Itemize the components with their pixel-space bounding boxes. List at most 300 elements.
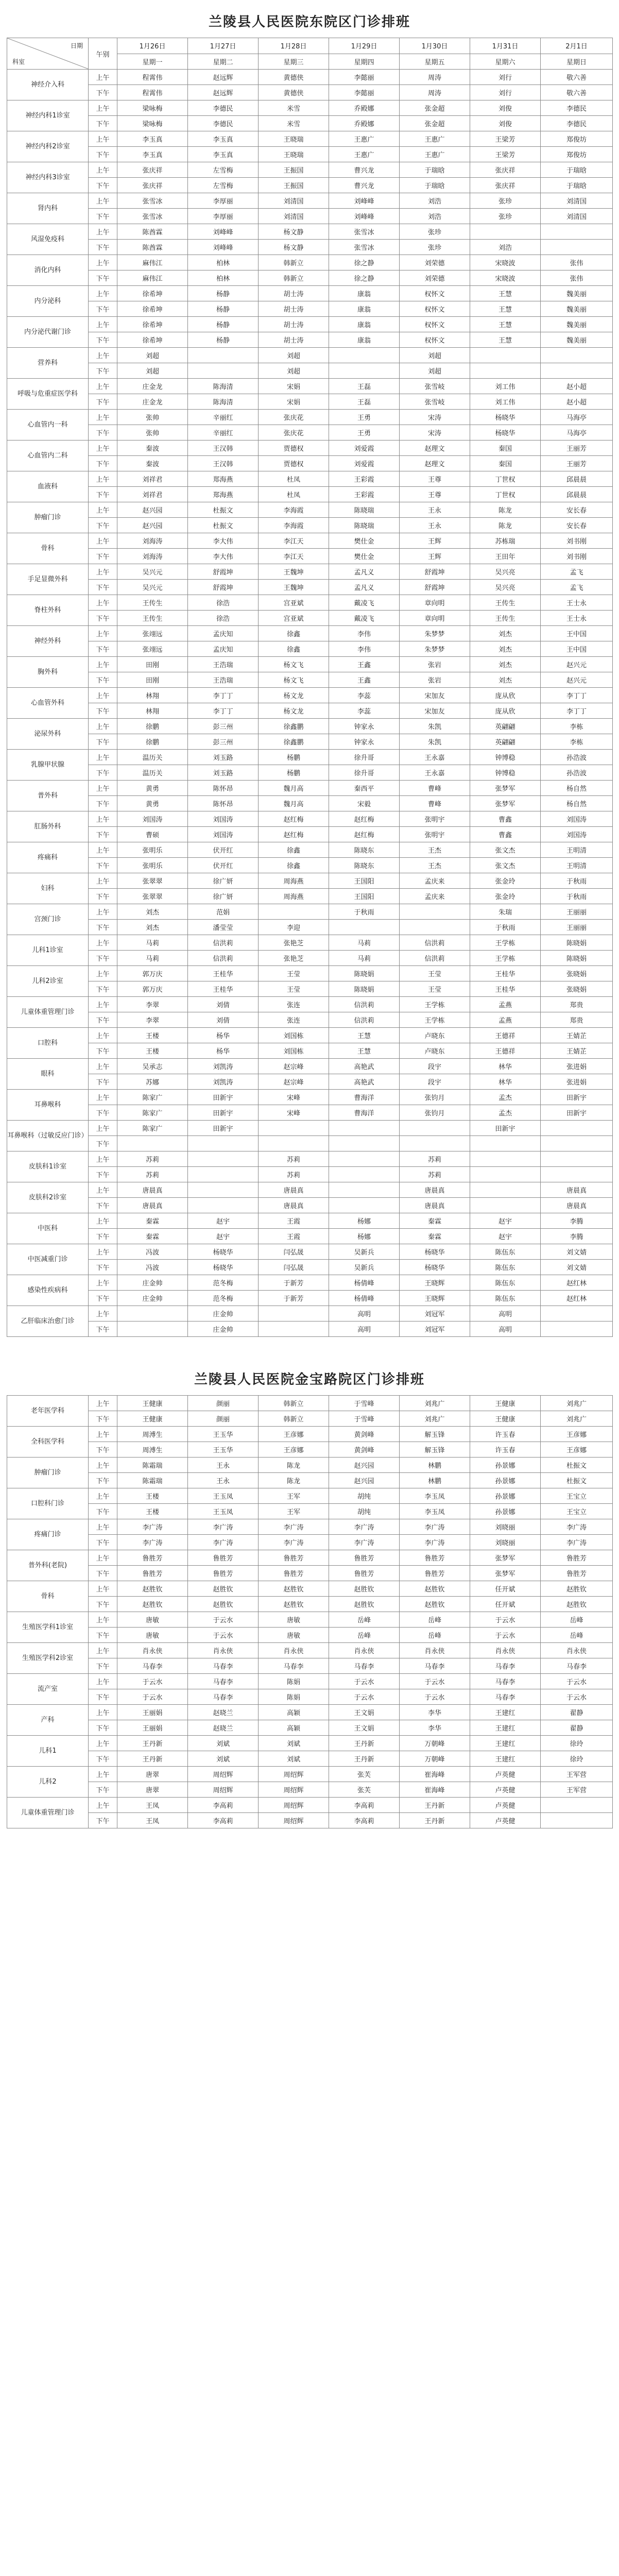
- doctor-cell: 权怀文: [400, 301, 470, 317]
- doctor-cell: 韩新立: [259, 1396, 329, 1411]
- period-cell: 上午: [89, 317, 117, 332]
- table-row: [7, 1028, 613, 1043]
- table-row: [7, 471, 613, 487]
- doctor-cell: 魏月高: [259, 796, 329, 811]
- doctor-cell: 王汉韩: [188, 456, 259, 471]
- doctor-cell: 赵宇: [188, 1213, 259, 1229]
- doctor-cell: 刘清国: [259, 209, 329, 224]
- doctor-cell: 李海霞: [259, 518, 329, 533]
- doctor-cell: 张珍: [470, 209, 541, 224]
- doctor-cell: 王婧芷: [541, 1028, 613, 1043]
- department-name: 内分泌代谢门诊: [7, 317, 89, 348]
- table-row: [7, 518, 613, 533]
- period-cell: 上午: [89, 1643, 117, 1658]
- table-row: [7, 1260, 613, 1275]
- doctor-cell: 杨娜: [329, 1213, 400, 1229]
- doctor-cell: 温历关: [117, 765, 188, 781]
- table-row: [7, 1519, 613, 1535]
- period-cell: 上午: [89, 873, 117, 889]
- doctor-cell: 吴兴亮: [470, 580, 541, 595]
- period-cell: 下午: [89, 672, 117, 688]
- doctor-cell: 赵胜钦: [188, 1581, 259, 1597]
- doctor-cell: 田新宇: [470, 1121, 541, 1136]
- doctor-cell: 唐晨真: [400, 1198, 470, 1213]
- doctor-cell: 李广涛: [400, 1535, 470, 1550]
- doctor-cell: 王明清: [541, 858, 613, 873]
- doctor-cell: 王永: [400, 518, 470, 533]
- period-cell: 下午: [89, 394, 117, 410]
- doctor-cell: 邱晨晨: [541, 487, 613, 502]
- doctor-cell: 张金玲: [470, 873, 541, 889]
- doctor-cell: 杨文龙: [259, 703, 329, 719]
- department-name: 脊柱外科: [7, 595, 89, 626]
- doctor-cell: 李丁丁: [541, 688, 613, 703]
- doctor-cell: 刘清国: [541, 193, 613, 209]
- doctor-cell: 王莹: [400, 981, 470, 997]
- doctor-cell: 康翁: [329, 317, 400, 332]
- doctor-cell: 高明: [470, 1321, 541, 1337]
- doctor-cell: 王传生: [470, 595, 541, 611]
- doctor-cell: [188, 1167, 259, 1182]
- doctor-cell: 苏莉: [400, 1167, 470, 1182]
- doctor-cell: 孟庆知: [188, 641, 259, 657]
- doctor-cell: 孟燕: [470, 997, 541, 1012]
- doctor-cell: 岳峰: [541, 1628, 613, 1643]
- doctor-cell: 唐晨真: [117, 1182, 188, 1198]
- period-cell: 上午: [89, 1121, 117, 1136]
- doctor-cell: 孙景娜: [470, 1488, 541, 1504]
- doctor-cell: 刘国涛: [188, 827, 259, 842]
- doctor-cell: 赵晓兰: [188, 1720, 259, 1736]
- doctor-cell: 张艳芝: [259, 935, 329, 951]
- doctor-cell: 于云水: [329, 1689, 400, 1705]
- doctor-cell: [541, 240, 613, 255]
- doctor-cell: 李腾: [541, 1213, 613, 1229]
- doctor-cell: 马春李: [117, 1658, 188, 1674]
- doctor-cell: 赵胜钦: [188, 1597, 259, 1612]
- doctor-cell: 刘凯涛: [188, 1059, 259, 1074]
- doctor-cell: 信洪莉: [400, 935, 470, 951]
- table-row: [7, 1442, 613, 1458]
- doctor-cell: 王惠广: [329, 131, 400, 147]
- period-cell: 上午: [89, 781, 117, 796]
- doctor-cell: 张钧月: [400, 1090, 470, 1105]
- period-cell: 上午: [89, 1059, 117, 1074]
- doctor-cell: 杨晓华: [400, 1260, 470, 1275]
- doctor-cell: 曹峰: [400, 796, 470, 811]
- table-row: [7, 1229, 613, 1244]
- doctor-cell: 李蕊: [329, 703, 400, 719]
- table-row: [7, 966, 613, 981]
- doctor-cell: 徐鑫: [259, 641, 329, 657]
- period-cell: 下午: [89, 301, 117, 317]
- doctor-cell: 田新宇: [188, 1090, 259, 1105]
- table-row: [7, 317, 613, 332]
- doctor-cell: 刘工伟: [470, 379, 541, 394]
- doctor-cell: 唐晨真: [541, 1182, 613, 1198]
- doctor-cell: 高明: [329, 1306, 400, 1321]
- doctor-cell: 刘工伟: [470, 394, 541, 410]
- doctor-cell: 赵宇: [188, 1229, 259, 1244]
- doctor-cell: 马春李: [188, 1674, 259, 1689]
- table-row: [7, 580, 613, 595]
- table-row: [7, 379, 613, 394]
- table-row: [7, 533, 613, 549]
- doctor-cell: 王健康: [117, 1396, 188, 1411]
- table-row: [7, 1458, 613, 1473]
- doctor-cell: 戴凌飞: [329, 611, 400, 626]
- period-cell: 上午: [89, 966, 117, 981]
- period-cell: 下午: [89, 1043, 117, 1059]
- doctor-cell: 高颖: [259, 1720, 329, 1736]
- doctor-cell: 张进娟: [541, 1059, 613, 1074]
- doctor-cell: 王浩瑞: [188, 672, 259, 688]
- table-row: [7, 1427, 613, 1442]
- table-row: [7, 456, 613, 471]
- doctor-cell: [541, 1121, 613, 1136]
- doctor-cell: 周绍辉: [259, 1798, 329, 1813]
- period-cell: 上午: [89, 440, 117, 456]
- table-row: [7, 147, 613, 162]
- doctor-cell: 李广涛: [117, 1519, 188, 1535]
- doctor-cell: 刘行: [470, 70, 541, 85]
- doctor-cell: 安长春: [541, 518, 613, 533]
- doctor-cell: 王玉凤: [188, 1504, 259, 1519]
- doctor-cell: 赵胜钦: [117, 1581, 188, 1597]
- doctor-cell: 庄金龙: [117, 379, 188, 394]
- doctor-cell: 刘荣德: [400, 255, 470, 270]
- doctor-cell: 王梁芳: [470, 131, 541, 147]
- period-cell: 上午: [89, 750, 117, 765]
- doctor-cell: 宋晓波: [470, 270, 541, 286]
- table-row: [7, 796, 613, 811]
- doctor-cell: 任开斌: [470, 1597, 541, 1612]
- doctor-cell: [188, 1198, 259, 1213]
- header-weekday: 星期五: [400, 54, 470, 70]
- doctor-cell: 陈晓瑞: [329, 518, 400, 533]
- doctor-cell: 段宇: [400, 1074, 470, 1090]
- doctor-cell: 王彩霞: [329, 471, 400, 487]
- doctor-cell: 赵兴园: [117, 502, 188, 518]
- doctor-cell: 赵红林: [541, 1275, 613, 1291]
- doctor-cell: 刘兆广: [541, 1411, 613, 1427]
- doctor-cell: 刘斌: [259, 1736, 329, 1751]
- period-cell: 下午: [89, 734, 117, 750]
- period-cell: 上午: [89, 533, 117, 549]
- period-cell: 下午: [89, 951, 117, 966]
- doctor-cell: 刘祥君: [117, 487, 188, 502]
- doctor-cell: 李广涛: [188, 1519, 259, 1535]
- doctor-cell: 张庆祥: [117, 178, 188, 193]
- doctor-cell: 李懿丽: [329, 70, 400, 85]
- doctor-cell: 王慧: [470, 301, 541, 317]
- doctor-cell: 岳峰: [541, 1612, 613, 1628]
- doctor-cell: 杜凤: [259, 471, 329, 487]
- doctor-cell: 李厚丽: [188, 209, 259, 224]
- doctor-cell: 李高莉: [329, 1798, 400, 1813]
- doctor-cell: 李德民: [541, 116, 613, 131]
- period-cell: 下午: [89, 1782, 117, 1798]
- table-row: [7, 131, 613, 147]
- doctor-cell: 陈晓娟: [329, 981, 400, 997]
- doctor-cell: [541, 1167, 613, 1182]
- doctor-cell: 庄金帅: [117, 1291, 188, 1306]
- doctor-cell: 马莉: [329, 951, 400, 966]
- period-cell: 上午: [89, 224, 117, 240]
- doctor-cell: 于云水: [400, 1674, 470, 1689]
- doctor-cell: 唐晨真: [259, 1198, 329, 1213]
- doctor-cell: 肖永侠: [470, 1643, 541, 1658]
- doctor-cell: 于云水: [117, 1674, 188, 1689]
- doctor-cell: 马春李: [329, 1658, 400, 1674]
- doctor-cell: 张雪冰: [329, 224, 400, 240]
- doctor-cell: 鲁胜芳: [259, 1566, 329, 1581]
- table-row: [7, 750, 613, 765]
- doctor-cell: 杨自然: [541, 796, 613, 811]
- period-cell: 下午: [89, 1198, 117, 1213]
- period-cell: 下午: [89, 178, 117, 193]
- period-cell: 上午: [89, 564, 117, 580]
- doctor-cell: 于秋雨: [470, 920, 541, 935]
- doctor-cell: 陈晓东: [329, 842, 400, 858]
- doctor-cell: 庄金龙: [117, 394, 188, 410]
- period-cell: 下午: [89, 1229, 117, 1244]
- doctor-cell: 张珍: [400, 240, 470, 255]
- period-cell: 下午: [89, 1321, 117, 1337]
- doctor-cell: 杨晓华: [400, 1244, 470, 1260]
- doctor-cell: 钟博稳: [470, 750, 541, 765]
- department-name: 儿科1: [7, 1736, 89, 1767]
- doctor-cell: 张雪岐: [400, 394, 470, 410]
- table-row: [7, 487, 613, 502]
- doctor-cell: 孙浩波: [541, 765, 613, 781]
- doctor-cell: 许玉春: [470, 1442, 541, 1458]
- doctor-cell: [470, 1151, 541, 1167]
- period-cell: 上午: [89, 348, 117, 363]
- doctor-cell: 万朝峰: [400, 1736, 470, 1751]
- period-cell: 上午: [89, 1427, 117, 1442]
- period-cell: 下午: [89, 1442, 117, 1458]
- doctor-cell: 苏栋瑞: [470, 533, 541, 549]
- header-date: 1月29日: [329, 38, 400, 54]
- department-name: 口腔科门诊: [7, 1488, 89, 1519]
- doctor-cell: 信洪莉: [329, 997, 400, 1012]
- table-row: [7, 858, 613, 873]
- header-date: 2月1日: [541, 38, 613, 54]
- table-row: [7, 595, 613, 611]
- doctor-cell: 王振国: [259, 178, 329, 193]
- doctor-cell: 张艳芝: [259, 951, 329, 966]
- doctor-cell: 王建红: [470, 1736, 541, 1751]
- doctor-cell: 鲁胜芳: [188, 1550, 259, 1566]
- doctor-cell: 张岩: [400, 672, 470, 688]
- doctor-cell: 刘浩: [400, 209, 470, 224]
- doctor-cell: 孟杰: [470, 1105, 541, 1121]
- doctor-cell: 卢英健: [470, 1798, 541, 1813]
- doctor-cell: 杜振文: [188, 518, 259, 533]
- doctor-cell: 秦波: [117, 456, 188, 471]
- table-row: [7, 1767, 613, 1782]
- doctor-cell: 陈晓瑞: [329, 502, 400, 518]
- doctor-cell: 田刚: [117, 672, 188, 688]
- doctor-cell: 赵红梅: [329, 811, 400, 827]
- table-row: [7, 781, 613, 796]
- header-row-dates: [7, 38, 613, 54]
- period-cell: 下午: [89, 487, 117, 502]
- doctor-cell: 王桂华: [470, 981, 541, 997]
- doctor-cell: 高艳武: [329, 1059, 400, 1074]
- table-row: [7, 765, 613, 781]
- header-date: 1月26日: [117, 38, 188, 54]
- doctor-cell: 李玉凤: [400, 1504, 470, 1519]
- doctor-cell: 王晓辉: [400, 1291, 470, 1306]
- doctor-cell: 赵小超: [541, 379, 613, 394]
- doctor-cell: 刘浩: [470, 240, 541, 255]
- department-name: 神经内科1诊室: [7, 100, 89, 131]
- doctor-cell: 于云水: [117, 1689, 188, 1705]
- doctor-cell: 刘晓丽: [470, 1519, 541, 1535]
- department-name: 耳鼻喉科: [7, 1090, 89, 1121]
- doctor-cell: 王永: [400, 502, 470, 518]
- doctor-cell: [470, 1167, 541, 1182]
- doctor-cell: [470, 224, 541, 240]
- doctor-cell: 李翠: [117, 1012, 188, 1028]
- department-name: 胸外科: [7, 657, 89, 688]
- doctor-cell: 杨鹏: [259, 765, 329, 781]
- doctor-cell: 陈霜瑞: [117, 1473, 188, 1488]
- doctor-cell: 田刚: [117, 657, 188, 672]
- doctor-cell: 张雪冰: [117, 209, 188, 224]
- doctor-cell: 徐希坤: [117, 317, 188, 332]
- table-row: [7, 889, 613, 904]
- doctor-cell: 鲁胜芳: [329, 1550, 400, 1566]
- doctor-cell: 舒霞坤: [188, 564, 259, 580]
- doctor-cell: 王丹新: [329, 1736, 400, 1751]
- doctor-cell: 唐晨真: [541, 1198, 613, 1213]
- table-row: [7, 626, 613, 641]
- doctor-cell: [541, 348, 613, 363]
- doctor-cell: 杨文龙: [259, 688, 329, 703]
- doctor-cell: 伏开红: [188, 842, 259, 858]
- department-name: 生殖医学科1诊室: [7, 1612, 89, 1643]
- department-name: 普外科(老院): [7, 1550, 89, 1581]
- doctor-cell: 万朝峰: [400, 1751, 470, 1767]
- doctor-cell: 田新宇: [188, 1105, 259, 1121]
- doctor-cell: 王中国: [541, 626, 613, 641]
- doctor-cell: 李玉凤: [400, 1488, 470, 1504]
- doctor-cell: 朱瑞: [470, 904, 541, 920]
- doctor-cell: 王健康: [117, 1411, 188, 1427]
- doctor-cell: 刘超: [259, 348, 329, 363]
- doctor-cell: 张帅: [117, 425, 188, 440]
- doctor-cell: 任开斌: [470, 1581, 541, 1597]
- doctor-cell: 李广涛: [188, 1535, 259, 1550]
- doctor-cell: 王惠广: [400, 147, 470, 162]
- doctor-cell: 赵兴园: [329, 1458, 400, 1473]
- doctor-cell: 庄金帅: [188, 1306, 259, 1321]
- doctor-cell: 陈龙: [259, 1473, 329, 1488]
- period-cell: 上午: [89, 657, 117, 672]
- table-row: [7, 440, 613, 456]
- table-row: [7, 1566, 613, 1581]
- table-row: [7, 240, 613, 255]
- doctor-cell: 陈家广: [117, 1121, 188, 1136]
- doctor-cell: 曹兴龙: [329, 162, 400, 178]
- doctor-cell: 张庆祥: [470, 178, 541, 193]
- doctor-cell: 刘峰峰: [329, 193, 400, 209]
- header-weekday: 星期四: [329, 54, 400, 70]
- department-name: 宫颈门诊: [7, 904, 89, 935]
- period-cell: 上午: [89, 131, 117, 147]
- doctor-cell: 赵晓兰: [188, 1705, 259, 1720]
- doctor-cell: 杨鹏: [259, 750, 329, 765]
- doctor-cell: 张梦军: [470, 1566, 541, 1581]
- period-cell: 下午: [89, 765, 117, 781]
- doctor-cell: 魏美丽: [541, 286, 613, 301]
- table-row: [7, 1643, 613, 1658]
- doctor-cell: 马春李: [470, 1689, 541, 1705]
- doctor-cell: 胡士涛: [259, 286, 329, 301]
- doctor-cell: 唐翠: [117, 1782, 188, 1798]
- department-name: 眼科: [7, 1059, 89, 1090]
- doctor-cell: 徐鑫: [259, 842, 329, 858]
- doctor-cell: 樊仕金: [329, 549, 400, 564]
- doctor-cell: 刘浩: [400, 193, 470, 209]
- doctor-cell: 马春李: [541, 1658, 613, 1674]
- doctor-cell: 刘清国: [541, 209, 613, 224]
- doctor-cell: 李广涛: [541, 1535, 613, 1550]
- header-date: 1月27日: [188, 38, 259, 54]
- doctor-cell: 王德祥: [470, 1043, 541, 1059]
- doctor-cell: 李大伟: [188, 549, 259, 564]
- doctor-cell: 周涛: [400, 85, 470, 100]
- doctor-cell: 宫亚斌: [259, 595, 329, 611]
- table-row: [7, 178, 613, 193]
- doctor-cell: 张明宇: [400, 827, 470, 842]
- table-row: [7, 1736, 613, 1751]
- doctor-cell: 英翩翩: [470, 719, 541, 734]
- table-row: [7, 1167, 613, 1182]
- doctor-cell: 朱凯: [400, 734, 470, 750]
- doctor-cell: 李丁丁: [188, 688, 259, 703]
- doctor-cell: 张翊远: [117, 626, 188, 641]
- period-cell: 下午: [89, 1473, 117, 1488]
- department-name: 疼痛科: [7, 842, 89, 873]
- doctor-cell: 王霞: [259, 1229, 329, 1244]
- doctor-cell: 杨华: [188, 1028, 259, 1043]
- doctor-cell: 曹海洋: [329, 1105, 400, 1121]
- header-weekday: 星期三: [259, 54, 329, 70]
- doctor-cell: 王丽芳: [541, 440, 613, 456]
- doctor-cell: 于新芳: [259, 1275, 329, 1291]
- doctor-cell: [117, 1136, 188, 1151]
- doctor-cell: 张伟: [541, 255, 613, 270]
- header-weekday: 星期一: [117, 54, 188, 70]
- doctor-cell: 马春李: [259, 1658, 329, 1674]
- doctor-cell: 王浩瑞: [188, 657, 259, 672]
- doctor-cell: 苏莉: [117, 1151, 188, 1167]
- doctor-cell: 李江天: [259, 533, 329, 549]
- table-row: [7, 1213, 613, 1229]
- doctor-cell: 唐晨真: [259, 1182, 329, 1198]
- department-name: 风湿免疫科: [7, 224, 89, 255]
- period-cell: 下午: [89, 1411, 117, 1427]
- period-cell: 下午: [89, 518, 117, 533]
- section1-title: 兰陵县人民医院东院区门诊排班: [208, 14, 410, 30]
- doctor-cell: 王辉: [400, 549, 470, 564]
- doctor-cell: 于云水: [470, 1628, 541, 1643]
- table-row: [7, 1581, 613, 1597]
